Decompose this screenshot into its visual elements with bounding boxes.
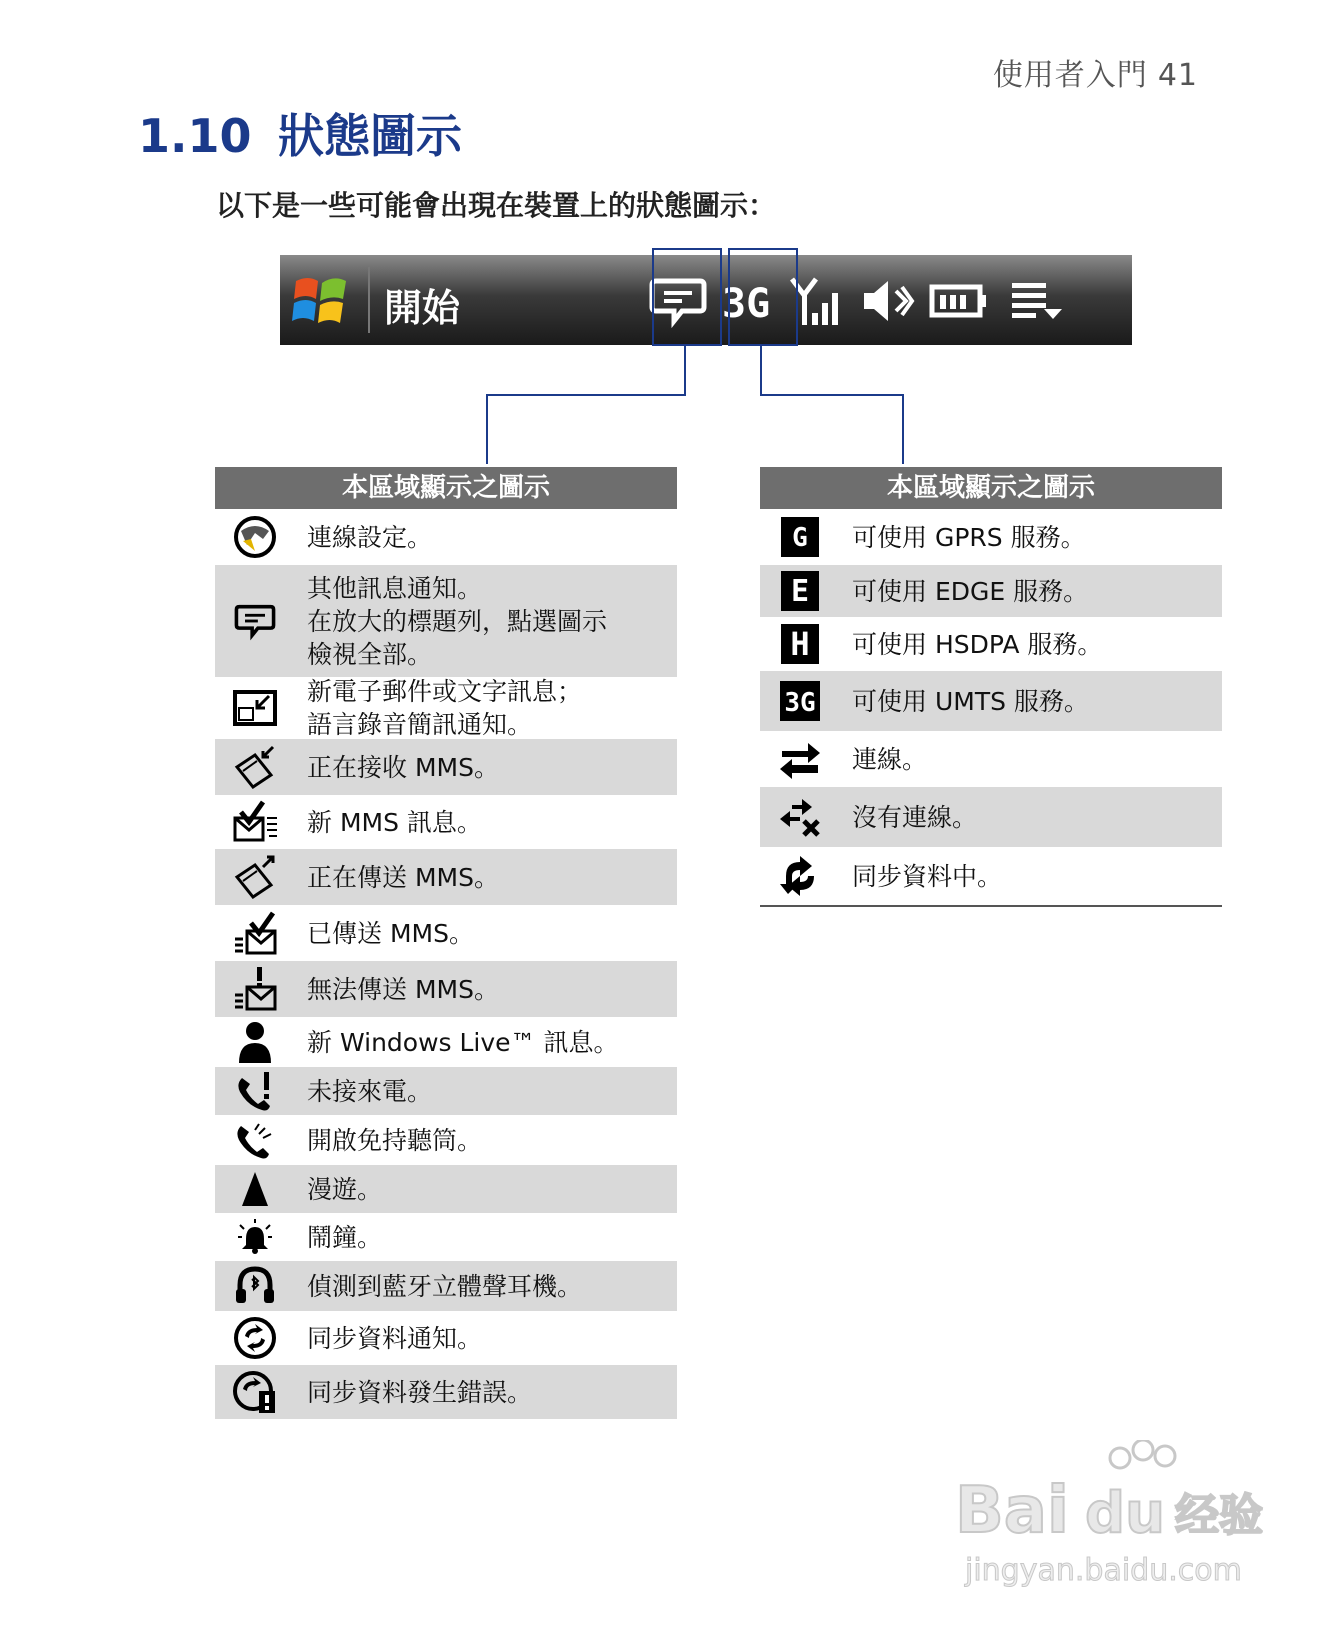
- table-row: [215, 1017, 677, 1067]
- highlight-box-right: [728, 248, 798, 346]
- new-mms-icon: [233, 800, 277, 844]
- row-text: 正在接收 MMS。: [307, 752, 499, 782]
- svg-text:jingyan.baidu.com: jingyan.baidu.com: [965, 1553, 1242, 1588]
- speakerphone-icon: [235, 1120, 275, 1160]
- svg-text:G: G: [792, 523, 808, 553]
- row-text: 新 Windows Live™ 訊息。: [307, 1027, 619, 1057]
- table-row: [215, 1067, 677, 1115]
- mms-failed-icon: [233, 965, 277, 1013]
- table-row: [215, 565, 677, 677]
- start-button[interactable]: 開始: [384, 286, 461, 330]
- hsdpa-icon: [781, 624, 819, 664]
- row-text: 已傳送 MMS。: [307, 918, 474, 948]
- table-row: [215, 1365, 677, 1419]
- new-email-icon: [233, 688, 277, 728]
- section-heading: 狀態圖示: [278, 109, 462, 163]
- sending-mms-icon: [233, 855, 277, 899]
- page-header: [993, 50, 1198, 94]
- row-text: 可使用 HSDPA 服務。: [852, 629, 1103, 659]
- table-bottom-rule: [760, 905, 1222, 907]
- battery-icon[interactable]: [928, 273, 988, 329]
- receiving-mms-icon: [233, 745, 277, 789]
- table-row: [215, 1115, 677, 1165]
- svg-text:Bai: Bai: [955, 1474, 1069, 1548]
- table-row: [215, 1213, 677, 1261]
- row-text: 未接來電。: [307, 1076, 433, 1106]
- svg-text:3G: 3G: [784, 688, 816, 718]
- sync-notification-icon: [233, 1316, 277, 1360]
- menu-list-icon[interactable]: [1008, 273, 1068, 329]
- row-text: 漫遊。: [307, 1174, 383, 1204]
- connector-line: [760, 394, 904, 396]
- table-row: [215, 849, 677, 905]
- sync-error-icon: [233, 1369, 277, 1415]
- row-text: 同步資料發生錯誤。: [307, 1377, 533, 1407]
- table-row: [760, 731, 1222, 787]
- row-text: 其他訊息通知。 在放大的標題列，點選圖示 檢視全部。: [307, 573, 608, 669]
- connector-line: [486, 394, 488, 464]
- row-text: 鬧鐘。: [307, 1222, 383, 1252]
- bluetooth-headset-icon: [234, 1265, 276, 1307]
- row-text: 新電子郵件或文字訊息； 語言錄音簡訊通知。: [307, 677, 583, 739]
- svg-text:du: du: [1085, 1481, 1165, 1546]
- connector-line: [902, 394, 904, 464]
- row-text: 開啟免持聽筒。: [307, 1125, 483, 1155]
- table-header: 本區域顯示之圖示: [215, 467, 677, 509]
- svg-text:E: E: [790, 574, 810, 609]
- table-row: [215, 795, 677, 849]
- connection-settings-icon: [233, 515, 277, 559]
- row-text: 沒有連線。: [852, 802, 978, 832]
- speaker-mute-icon[interactable]: [858, 273, 918, 329]
- message-bubble-icon: [233, 601, 277, 641]
- row-text: 連線設定。: [307, 522, 433, 552]
- table-row: [760, 671, 1222, 731]
- row-text: 無法傳送 MMS。: [307, 974, 499, 1004]
- sent-mms-icon: [233, 911, 277, 955]
- table-header: 本區域顯示之圖示: [760, 467, 1222, 509]
- row-text: 同步資料通知。: [307, 1323, 483, 1353]
- connector-line: [486, 394, 686, 396]
- table-row: [215, 1165, 677, 1213]
- left-icon-table: [215, 467, 677, 1419]
- table-row: [760, 787, 1222, 847]
- table-row: [215, 1311, 677, 1365]
- row-text: 偵測到藍牙立體聲耳機。: [307, 1271, 583, 1301]
- umts-3g-icon: [780, 681, 820, 721]
- section-number: 1.10: [138, 109, 252, 163]
- connector-line: [760, 344, 762, 396]
- row-text: 同步資料中。: [852, 861, 1003, 891]
- windows-live-icon: [237, 1021, 273, 1063]
- section-title: [138, 100, 462, 166]
- row-text: 新 MMS 訊息。: [307, 807, 482, 837]
- table-row: [215, 677, 677, 739]
- gprs-icon: [781, 517, 819, 557]
- row-text: 連線。: [852, 744, 928, 774]
- start-separator: [368, 267, 370, 333]
- page-number: 41: [1157, 58, 1198, 93]
- baidu-watermark-logo: [945, 1440, 1275, 1590]
- intro-text: 以下是一些可能會出現在裝置上的狀態圖示：: [216, 189, 777, 222]
- row-text: 正在傳送 MMS。: [307, 862, 499, 892]
- table-row: [215, 509, 677, 565]
- table-row: [760, 565, 1222, 617]
- table-row: [760, 617, 1222, 671]
- table-row: [215, 905, 677, 961]
- table-row: [215, 961, 677, 1017]
- table-row: [215, 1261, 677, 1311]
- connected-icon: [778, 739, 822, 779]
- row-text: 可使用 GPRS 服務。: [852, 522, 1086, 552]
- syncing-icon: [778, 854, 822, 898]
- edge-icon: [781, 571, 819, 611]
- not-connected-icon: [778, 795, 822, 839]
- connector-line: [684, 344, 686, 396]
- table-row: [215, 739, 677, 795]
- svg-text:经验: 经验: [1175, 1490, 1263, 1541]
- chapter-title: 使用者入門: [992, 58, 1148, 93]
- svg-text:H: H: [790, 625, 810, 663]
- alarm-icon: [236, 1219, 274, 1255]
- table-row: [760, 847, 1222, 905]
- highlight-box-left: [652, 248, 722, 346]
- roaming-icon: [240, 1170, 270, 1208]
- svg-text:3G: 3G: [722, 281, 771, 327]
- row-text: 可使用 UMTS 服務。: [852, 686, 1089, 716]
- row-text: 可使用 EDGE 服務。: [852, 576, 1089, 606]
- missed-call-icon: [236, 1070, 274, 1112]
- windows-logo-icon[interactable]: [290, 269, 352, 331]
- right-icon-table: [760, 467, 1222, 907]
- table-row: [760, 509, 1222, 565]
